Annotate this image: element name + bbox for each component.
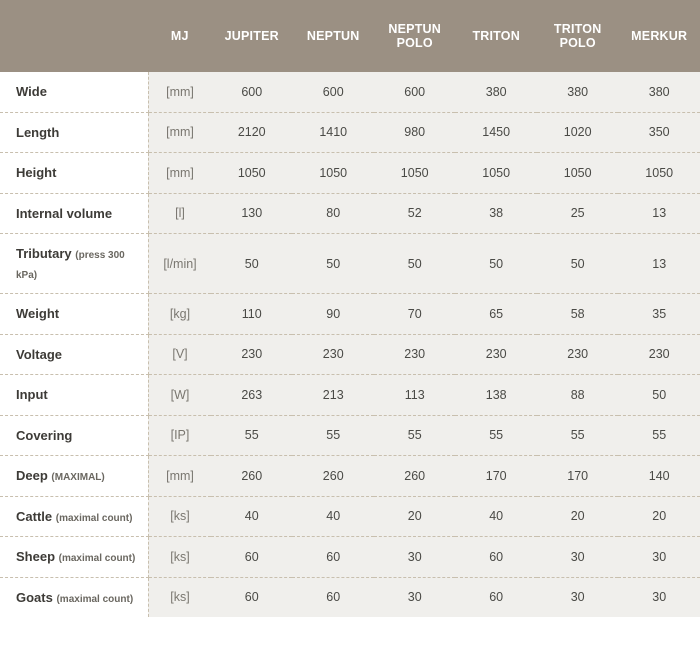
table-cell: 230	[292, 334, 373, 375]
table-cell: 230	[618, 334, 700, 375]
table-row	[0, 375, 700, 416]
table-cell: 55	[211, 415, 292, 456]
table-cell: 50	[537, 234, 618, 294]
row-label-note: (press 300 kPa)	[16, 250, 125, 281]
row-label	[0, 193, 148, 234]
table-cell: 50	[211, 234, 292, 294]
row-unit: [mm]	[148, 72, 211, 112]
row-label-text: Goats	[16, 589, 53, 605]
table-cell: 350	[618, 112, 700, 153]
table-cell: 170	[537, 456, 618, 497]
header-cell-corner	[0, 0, 148, 72]
table-cell: 60	[455, 537, 536, 578]
table-cell: 65	[455, 294, 536, 335]
row-label-text: Input	[16, 387, 48, 402]
row-label	[0, 112, 148, 153]
row-label-text: Deep	[16, 468, 48, 483]
table-cell: 1050	[618, 153, 700, 194]
table-cell: 30	[537, 537, 618, 578]
table-row	[0, 193, 700, 234]
table-cell: 600	[292, 72, 373, 112]
row-unit: [IP]	[148, 415, 211, 456]
table-cell: 60	[211, 577, 292, 617]
table-cell: 230	[537, 334, 618, 375]
row-label-text: Internal volume	[16, 205, 113, 221]
row-label	[0, 334, 148, 375]
table-cell: 1050	[537, 153, 618, 194]
table-cell: 55	[455, 415, 536, 456]
header-cell-triton: TRITON	[455, 0, 536, 72]
table-cell: 980	[374, 112, 455, 153]
row-unit: [kg]	[148, 294, 211, 335]
table-cell: 38	[455, 193, 536, 234]
table-cell: 230	[211, 334, 292, 375]
table-cell: 600	[211, 72, 292, 112]
table-row	[0, 112, 700, 153]
row-label-text: Length	[16, 124, 60, 140]
table-cell: 230	[374, 334, 455, 375]
table-cell: 213	[292, 375, 373, 416]
row-label-text: Weight	[16, 306, 60, 321]
row-label	[0, 496, 148, 537]
row-label-text: Wide	[16, 84, 47, 99]
table-cell: 30	[618, 537, 700, 578]
row-label	[0, 537, 148, 578]
row-label	[0, 577, 148, 617]
table-cell: 1050	[455, 153, 536, 194]
table-cell: 70	[374, 294, 455, 335]
table-cell: 20	[618, 496, 700, 537]
table-row	[0, 72, 700, 112]
table-cell: 60	[292, 537, 373, 578]
table-cell: 60	[292, 577, 373, 617]
row-unit: [mm]	[148, 112, 211, 153]
table-cell: 55	[374, 415, 455, 456]
header-row	[0, 0, 700, 72]
row-unit: [ks]	[148, 496, 211, 537]
row-label-text: Cattle	[16, 508, 53, 524]
table-cell: 380	[618, 72, 700, 112]
row-label	[0, 234, 148, 294]
table-cell: 380	[455, 72, 536, 112]
table-cell: 110	[211, 294, 292, 335]
table-row	[0, 234, 700, 294]
row-unit: [l/min]	[148, 234, 211, 294]
table-row	[0, 294, 700, 335]
row-unit: [ks]	[148, 577, 211, 617]
table-cell: 2120	[211, 112, 292, 153]
row-label	[0, 72, 148, 112]
table-cell: 1410	[292, 112, 373, 153]
table-cell: 380	[537, 72, 618, 112]
table-cell: 1050	[292, 153, 373, 194]
table-cell: 30	[374, 537, 455, 578]
row-unit: [mm]	[148, 153, 211, 194]
table-cell: 90	[292, 294, 373, 335]
table-cell: 88	[537, 375, 618, 416]
row-label	[0, 456, 148, 497]
row-unit: [V]	[148, 334, 211, 375]
table-cell: 30	[618, 577, 700, 617]
table-row	[0, 537, 700, 578]
header-cell-neptun: NEPTUN	[292, 0, 373, 72]
row-label-text: Covering	[16, 427, 73, 443]
row-unit: [mm]	[148, 456, 211, 497]
table-cell: 113	[374, 375, 455, 416]
row-unit: [l]	[148, 193, 211, 234]
table-cell: 13	[618, 193, 700, 234]
table-cell: 20	[537, 496, 618, 537]
table-header	[0, 0, 700, 72]
table-cell: 260	[211, 456, 292, 497]
table-cell: 140	[618, 456, 700, 497]
table-cell: 40	[292, 496, 373, 537]
table-cell: 1050	[211, 153, 292, 194]
row-label	[0, 375, 148, 416]
table-row	[0, 496, 700, 537]
table-cell: 1050	[374, 153, 455, 194]
table-cell: 1450	[455, 112, 536, 153]
row-unit: [ks]	[148, 537, 211, 578]
table-cell: 50	[618, 375, 700, 416]
table-cell: 55	[537, 415, 618, 456]
table-cell: 60	[455, 577, 536, 617]
row-unit: [W]	[148, 375, 211, 416]
row-label-note: (maximal count)	[56, 593, 134, 605]
table-cell: 138	[455, 375, 536, 416]
header-cell-neptun-polo: NEPTUN POLO	[374, 0, 455, 72]
table-cell: 30	[374, 577, 455, 617]
table-cell: 60	[211, 537, 292, 578]
header-cell-mj: MJ	[148, 0, 211, 72]
table-cell: 55	[618, 415, 700, 456]
table-row	[0, 577, 700, 617]
row-label-text: Tributary	[16, 246, 72, 261]
table-cell: 13	[618, 234, 700, 294]
table-row	[0, 153, 700, 194]
table-row	[0, 456, 700, 497]
table-cell: 130	[211, 193, 292, 234]
table-cell: 55	[292, 415, 373, 456]
table-cell: 40	[455, 496, 536, 537]
table-cell: 58	[537, 294, 618, 335]
table-cell: 260	[374, 456, 455, 497]
table-cell: 260	[292, 456, 373, 497]
row-label-text: Sheep	[16, 549, 56, 564]
row-label-note: (maximal count)	[55, 512, 133, 524]
table-cell: 263	[211, 375, 292, 416]
row-label-text: Voltage	[16, 346, 62, 362]
row-label-text: Height	[16, 165, 57, 180]
row-label	[0, 153, 148, 194]
table-cell: 35	[618, 294, 700, 335]
row-label-note: (MAXIMAL)	[51, 472, 105, 483]
table-cell: 170	[455, 456, 536, 497]
row-label-note: (maximal count)	[58, 553, 136, 564]
header-cell-jupiter: JUPITER	[211, 0, 292, 72]
table-cell: 40	[211, 496, 292, 537]
row-label	[0, 415, 148, 456]
table-cell: 50	[374, 234, 455, 294]
table-cell: 1020	[537, 112, 618, 153]
table-cell: 20	[374, 496, 455, 537]
table-cell: 230	[455, 334, 536, 375]
table-cell: 52	[374, 193, 455, 234]
table-cell: 50	[455, 234, 536, 294]
table-cell: 25	[537, 193, 618, 234]
table-row	[0, 334, 700, 375]
table-cell: 600	[374, 72, 455, 112]
table-body	[0, 72, 700, 617]
row-label	[0, 294, 148, 335]
header-cell-triton-polo: TRITON POLO	[537, 0, 618, 72]
table-cell: 30	[537, 577, 618, 617]
table-cell: 50	[292, 234, 373, 294]
table-row	[0, 415, 700, 456]
header-cell-merkur: MERKUR	[618, 0, 700, 72]
table-cell: 80	[292, 193, 373, 234]
